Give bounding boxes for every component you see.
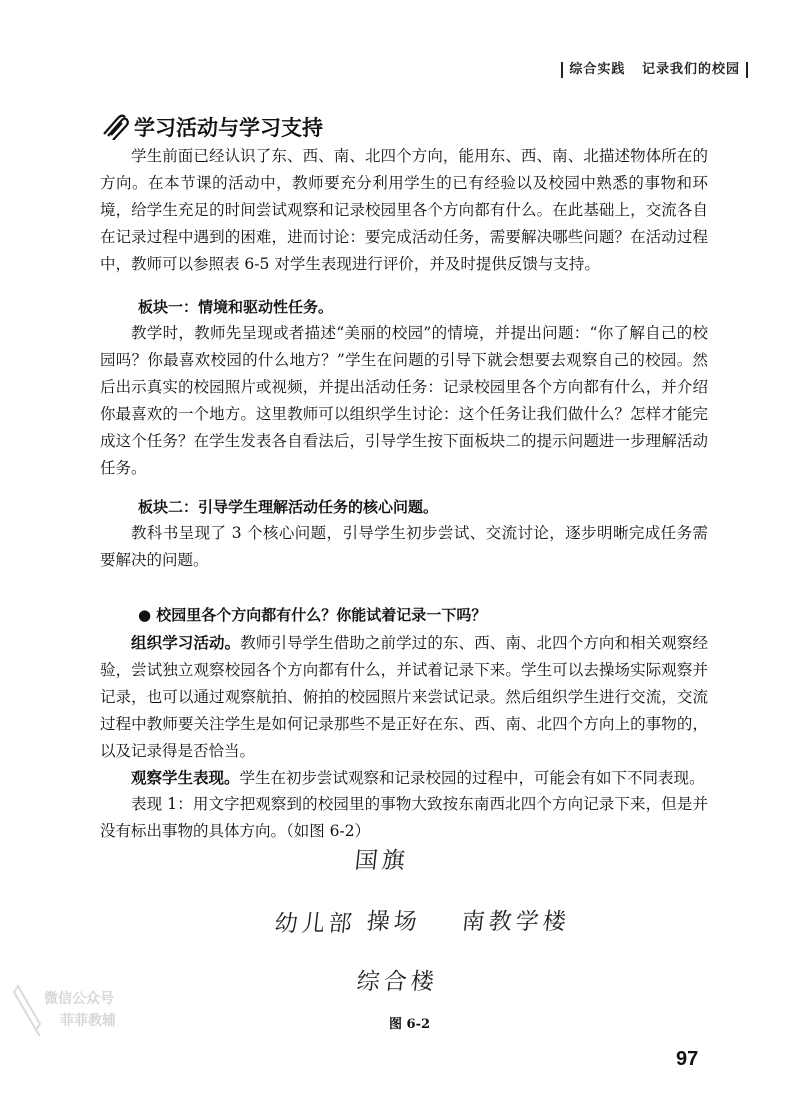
watermark-line1: 微信公众号 bbox=[44, 991, 114, 1007]
block2-heading: 板块二：引导学生理解活动任务的核心问题。 bbox=[138, 498, 439, 516]
watermark-line2: 菲菲教辅 bbox=[60, 1013, 116, 1029]
observe-paragraph bbox=[100, 764, 708, 792]
figure-label-north: 国旗 bbox=[353, 848, 411, 874]
header-divider-right bbox=[746, 62, 748, 78]
header-part1: 综合实践 bbox=[569, 62, 626, 77]
block2-paragraph: 教科书呈现了 3 个核心问题，引导学生初步尝试、交流讨论，逐步明晰完成任务需要解决的问题。 bbox=[100, 523, 708, 569]
figure-label-south: 综合楼 bbox=[355, 969, 440, 995]
block1-paragraph: 教学时，教师先呈现或者描述“美丽的校园”的情境，并提出问题：“你了解自己的校园吗？你最喜欢校园的什么地方？”学生在问题的引导下就会想要去观察自己的校园。然后出示真实的校园照片或视频，并提出活动任务：记录校园里各个方向都有什么，并介绍你最喜欢的一个地方。这里教师可以组织学生讨论：这个任务让我们做什么？怎样才能完成这个任务？在学生发表各自看法后，引导学生按下面板块二的提示问题进一步理解活动任务。 bbox=[100, 323, 708, 477]
figure-label-center: 操场 bbox=[365, 909, 423, 935]
organize-label: 组织学习活动。 bbox=[131, 632, 241, 652]
running-header bbox=[555, 58, 754, 78]
performance1-paragraph: 表现 1：用文字把观察到的校园里的事物大致按东南西北四个方向记录下来，但是并没有标出事物的具体方向。（如图 6-2） bbox=[100, 794, 708, 840]
figure-label-west: 幼儿部 bbox=[273, 911, 358, 937]
header-divider-left bbox=[561, 62, 563, 78]
intro-paragraph: 学生前面已经认识了东、西、南、北四个方向，能用东、西、南、北描述物体所在的方向。在本节课的活动中，教师要充分利用学生的已有经验以及校园中熟悉的事物和环境，给学生充足的时间尝试观察和记录校园里各个方向都有什么。在此基础上，交流各自在记录过程中遇到的困难，进而讨论：要完成活动任务，需要解决哪些问题？在活动过程中，教师可以参照表 6-5 对学生表现进行评价，并及时提供反馈与支持。 bbox=[100, 146, 708, 273]
header-part2: 记录我们的校园 bbox=[641, 62, 740, 77]
page-number: 97 bbox=[676, 1048, 699, 1070]
organize-paragraph bbox=[100, 629, 708, 765]
figure-caption: 图 6-2 bbox=[389, 1017, 431, 1032]
observe-text: 学生在初步尝试观察和记录校园的过程中，可能会有如下不同表现。 bbox=[239, 768, 705, 787]
organize-text: 教师引导学生借助之前学过的东、西、南、北四个方向和相关观察经验，尝试独立观察校园各个方向都有什么，并试着记录下来。学生可以去操场实际观察并记录，也可以通过观察航拍、俯拍的校园照片来尝试记录。然后组织学生进行交流，交流过程中教师要关注学生是如何记录那些不是正好在东、西、南、北四个方向上的事物的，以及记录得是否恰当。 bbox=[100, 633, 708, 760]
figure-label-east: 南教学楼 bbox=[460, 909, 572, 935]
block1-heading: 板块一：情境和驱动性任务。 bbox=[138, 298, 334, 316]
watermark bbox=[10, 980, 140, 1040]
question-bullet: ● 校园里各个方向都有什么？你能试着记录一下吗？ bbox=[138, 606, 487, 624]
observe-label: 观察学生表现。 bbox=[131, 767, 240, 787]
section-title-text: 学习活动与学习支持 bbox=[134, 115, 323, 140]
section-title bbox=[100, 112, 323, 142]
paperclip-icon bbox=[100, 114, 130, 140]
